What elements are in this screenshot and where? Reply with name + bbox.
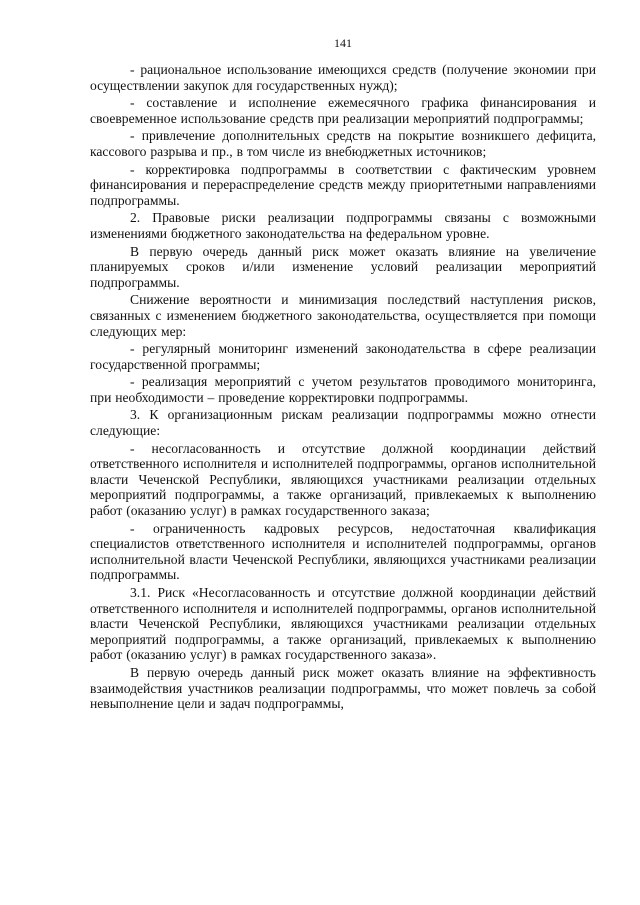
paragraph: 3. К организационным рискам реализации подпрограммы можно отнести следующие: — [90, 407, 596, 439]
paragraph: - регулярный мониторинг изменений законодательства в сфере реализации государственной программы; — [90, 341, 596, 372]
paragraph: - ограниченность кадровых ресурсов, недостаточная квалификация специалистов ответственного исполнителя и исполнителей подпрограммы, органов исполнительной власти Чеченской Республики, являющихся участниками реализации подпрограммы. — [90, 520, 596, 583]
paragraph: 2. Правовые риски реализации подпрограммы связаны с возможными изменениями бюджетного законодательства на федеральном уровне. — [90, 210, 596, 241]
paragraph: - несогласованность и отсутствие должной координации действий ответственного исполнителя и исполнителей подпрограммы, органов исполнительной власти Чеченской Республики, являющихся участниками реализации отдельных мероприятий подпрограммы, а также организаций, привлекаемых к выполнению работ (оказанию услуг) в рамках государственного заказа; — [90, 440, 596, 519]
paragraph: - привлечение дополнительных средств на покрытие возникшего дефицита, кассового разрыва и пр., в том числе из внебюджетных источников; — [90, 128, 596, 159]
paragraph: - корректировка подпрограммы в соответствии с фактическим уровнем финансирования и перераспределение средств между приоритетными направлениями подпрограммы. — [90, 161, 596, 208]
paragraph: Снижение вероятности и минимизация последствий наступления рисков, связанных с изменением бюджетного законодательства, осуществляется при помощи следующих мер: — [90, 292, 596, 339]
paragraph: 3.1. Риск «Несогласованность и отсутствие должной координации действий ответственного исполнителя и исполнителей подпрограммы, органов исполнительной власти Чеченской Республики, являющихся участниками реализации отдельных мероприятий подпрограммы, а также организаций, привлекаемых к выполнению работ (оказанию услуг) в рамках государственного заказа». — [90, 585, 596, 663]
paragraph: В первую очередь данный риск может оказать влияние на эффективность взаимодействия участников реализации подпрограммы, что может повлечь за собой невыполнение цели и задач подпрограммы, — [90, 664, 596, 712]
page-number: 141 — [334, 36, 352, 50]
paragraph: - реализация мероприятий с учетом результатов проводимого мониторинга, при необходимости – проведение корректировки подпрограммы. — [90, 374, 596, 405]
paragraph: - составление и исполнение ежемесячного графика финансирования и своевременное использование средств при реализации мероприятий подпрограммы; — [90, 95, 596, 126]
paragraph: В первую очередь данный риск может оказать влияние на увеличение планируемых сроков и/или изменение условий реализации мероприятий подпрограммы. — [90, 243, 596, 290]
body-text — [90, 62, 596, 712]
paragraph: - рациональное использование имеющихся средств (получение экономии при осуществлении закупок для государственных нужд); — [90, 62, 596, 93]
